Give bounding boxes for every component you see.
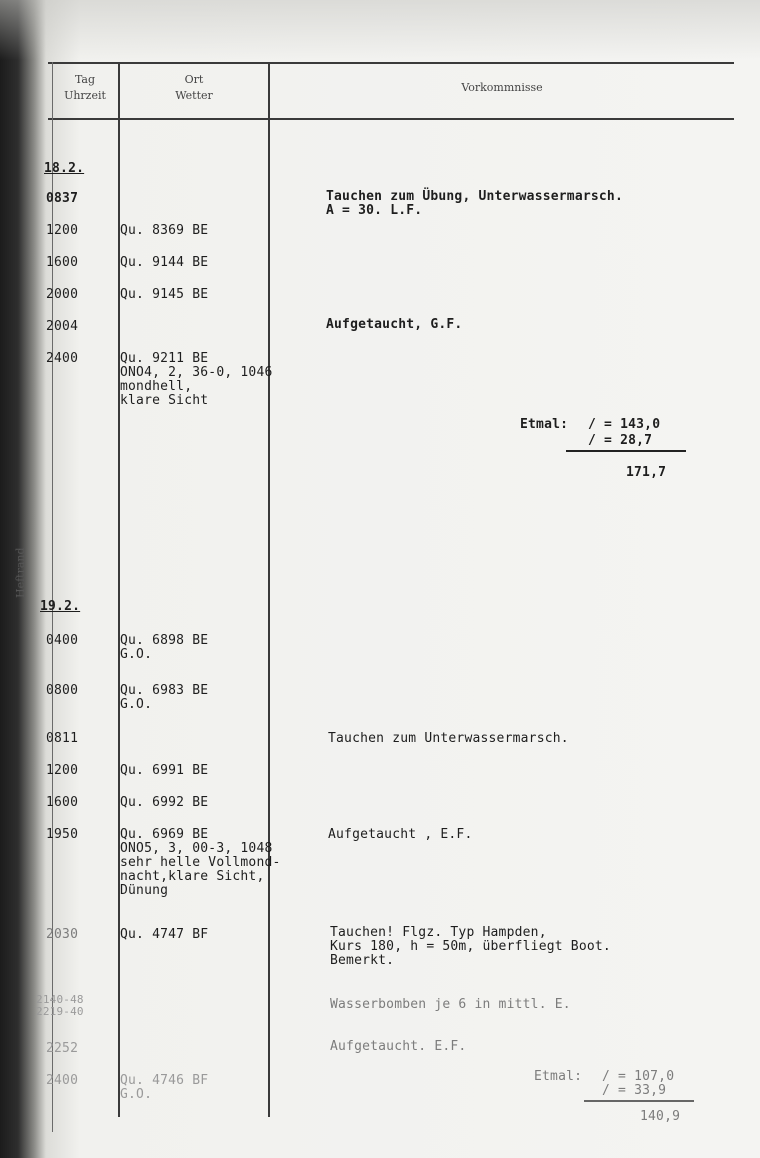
header-ort: Ort <box>184 73 204 86</box>
header-wetter: Wetter <box>175 89 213 102</box>
entry-event: Aufgetaucht, G.F. <box>326 317 463 332</box>
entry-place: Qu. 4747 BF <box>120 927 209 942</box>
column-rule-place-event <box>268 62 270 1117</box>
etmal-total: 140,9 <box>640 1109 681 1124</box>
header-vorkommnisse: Vorkommnisse <box>461 81 543 94</box>
etmal-sum-rule <box>566 450 686 452</box>
entry-time: 2030 <box>46 927 79 942</box>
entry-time: 2140-48 2219-40 <box>36 993 84 1018</box>
entry-time: 2400 <box>46 1073 79 1088</box>
entry-event: Aufgetaucht , E.F. <box>328 827 473 842</box>
header-col-place <box>120 72 268 104</box>
entry-time: 0811 <box>46 731 79 746</box>
entry-place: Qu. 6991 BE <box>120 763 209 778</box>
entry-event: Aufgetaucht. E.F. <box>330 1039 467 1054</box>
header-uhrzeit: Uhrzeit <box>64 89 106 102</box>
entry-date: 19.2. <box>40 599 81 614</box>
entry-place: Qu. 4746 BF G.O. <box>120 1073 209 1102</box>
header-bottom-rule <box>48 118 734 120</box>
entry-event: Wasserbomben je 6 in mittl. E. <box>330 997 571 1012</box>
entry-time: 0837 <box>46 191 79 206</box>
entry-place: Qu. 6969 BE ONO5, 3, 00-3, 1048 sehr helle Vollmond- nacht,klare Sicht, Dünung <box>120 827 281 898</box>
entry-time: 1950 <box>46 827 79 842</box>
entry-time: 2400 <box>46 351 79 366</box>
entry-time: 2000 <box>46 287 79 302</box>
entry-place: Qu. 9145 BE <box>120 287 209 302</box>
etmal-total: 171,7 <box>626 465 667 480</box>
etmal-line-2: / = 33,9 <box>602 1083 667 1098</box>
entry-time: 1200 <box>46 763 79 778</box>
etmal-label: Etmal: <box>534 1069 583 1084</box>
entry-time: 2252 <box>46 1041 79 1056</box>
entry-date: 18.2. <box>44 161 85 176</box>
column-rule-time-place <box>118 62 120 1117</box>
header-col-time <box>54 72 116 104</box>
header-top-rule <box>48 62 734 64</box>
header-tag: Tag <box>74 73 96 86</box>
entry-time: 0400 <box>46 633 79 648</box>
entry-place: Qu. 9211 BE ONO4, 2, 36-0, 1046 mondhell, klare Sicht <box>120 351 273 408</box>
etmal-sum-rule <box>584 1100 694 1102</box>
etmal-line-1: / = 107,0 <box>602 1069 675 1084</box>
page-shade <box>0 0 760 60</box>
margin-label: Heftrand <box>14 547 27 598</box>
entry-place: Qu. 6983 BE G.O. <box>120 683 209 712</box>
header-col-events <box>270 80 734 96</box>
etmal-line-2: / = 28,7 <box>588 433 653 448</box>
etmal-label: Etmal: <box>520 417 569 432</box>
entry-place: Qu. 6992 BE <box>120 795 209 810</box>
entry-event: Tauchen zum Übung, Unterwassermarsch. A = 30. L.F. <box>326 189 623 218</box>
entry-event: Tauchen! Flgz. Typ Hampden, Kurs 180, h = 50m, überfliegt Boot. Bemerkt. <box>330 925 611 968</box>
entry-time: 1600 <box>46 255 79 270</box>
entry-event: Tauchen zum Unterwassermarsch. <box>328 731 569 746</box>
entry-time: 0800 <box>46 683 79 698</box>
entry-place: Qu. 9144 BE <box>120 255 209 270</box>
entry-time: 1600 <box>46 795 79 810</box>
entry-place: Qu. 6898 BE G.O. <box>120 633 209 662</box>
entry-time: 2004 <box>46 319 79 334</box>
entry-time: 1200 <box>46 223 79 238</box>
entry-place: Qu. 8369 BE <box>120 223 209 238</box>
etmal-line-1: / = 143,0 <box>588 417 661 432</box>
